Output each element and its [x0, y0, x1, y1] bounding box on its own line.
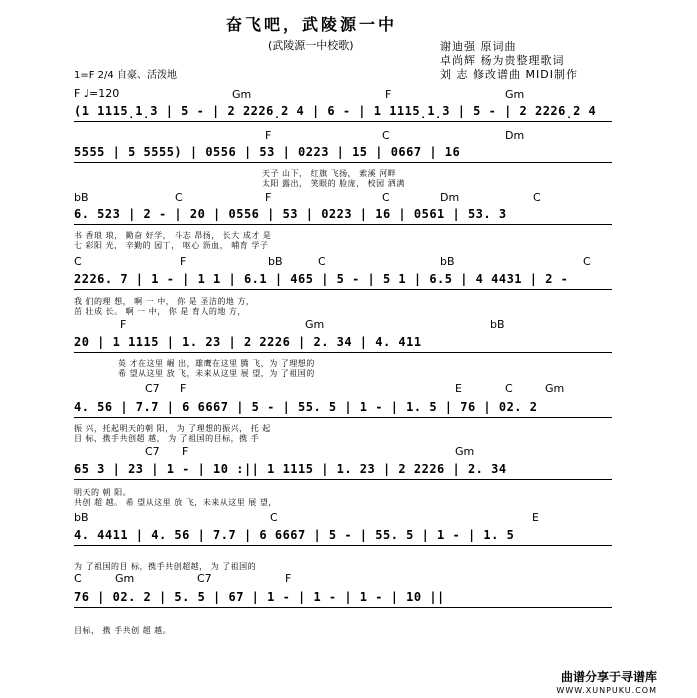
chord: C	[175, 191, 183, 204]
chord: E	[532, 511, 539, 524]
lyric-line: 目标， 携 手共创 超 越。	[74, 626, 172, 635]
lyric-line: 共创 超 越。 希 望从这里 放 飞，未来从这里 展 望，	[74, 498, 277, 507]
song-subtitle: (武陵源一中校歌)	[268, 39, 354, 52]
notation-line: 76 | 02. 2 | 5. 5 | 67 | 1 - | 1 - | 1 - | 10 ||	[74, 590, 445, 604]
notation-line: 2226. 7 | 1 - | 1 1 | 6.1 | 465 | 5 - | 5 1 | 6.5 | 4 4431 | 2 -	[74, 272, 569, 286]
staff-underline	[74, 224, 612, 225]
chord: F	[265, 191, 272, 204]
chord: E	[455, 382, 462, 395]
tempo-marking: F ♩=120	[74, 87, 120, 100]
chord: C	[270, 511, 278, 524]
lyric-line: 目 标，携手共创超 越， 为 了祖国的目标，携 手	[74, 434, 260, 443]
staff-underline	[74, 479, 612, 480]
lyric-line: 明天的 朝 阳。	[74, 488, 132, 497]
notation-line: 20 | 1 1115 | 1. 23 | 2 2226 | 2. 34 | 4. 411	[74, 335, 422, 349]
notation-line: (1 1115̣1̣3 | 5 - | 2 2226̣2 4 | 6 - | 1 1115̣1̣3 | 5 - | 2 2226̣2 4	[74, 104, 597, 118]
chord: Gm	[545, 382, 565, 395]
staff-underline	[74, 352, 612, 353]
chord: bB	[268, 255, 283, 268]
chord: C	[74, 572, 82, 585]
chord: Gm	[305, 318, 325, 331]
chord: F	[180, 255, 187, 268]
notation-line: 65 3 | 23 | 1 - | 10 :|| 1 1115 | 1. 23 | 2 2226 | 2. 34	[74, 462, 507, 476]
lyric-line: 太阳 露出， 笑眼的 脸庞， 校园 洒满	[262, 179, 405, 188]
chord: C	[583, 255, 591, 268]
notation-line: 4. 56 | 7.7 | 6 6667 | 5 - | 55. 5 | 1 - | 1. 5 | 76 | 02. 2	[74, 400, 538, 414]
lyric-line: 书 香琅 琅， 勤奋 好学， 斗志 昂扬， 长大 成才 是	[74, 231, 272, 240]
chord: C7	[145, 445, 160, 458]
chord: bB	[74, 511, 89, 524]
chord: C	[74, 255, 82, 268]
lyric-line: 希 望从这里 放 飞，未来从这里 展 望，为 了祖国的	[118, 369, 315, 378]
staff-underline	[74, 545, 612, 546]
chord: C	[318, 255, 326, 268]
staff-underline	[74, 607, 612, 608]
staff-underline	[74, 417, 612, 418]
credit-line-1: 谢迪强 原词曲	[440, 40, 517, 53]
lyric-line: 英 才在这里 崛 出，雄鹰在这里 腾 飞，为 了理想的	[118, 359, 315, 368]
staff-underline	[74, 162, 612, 163]
chord: F	[285, 572, 292, 585]
lyric-line: 振 兴，托起明天的朝 阳， 为 了理想的振兴， 托 起	[74, 424, 271, 433]
chord: Gm	[455, 445, 475, 458]
lyric-line: 天子 山下， 红旗 飞扬， 索溪 河畔	[262, 169, 397, 178]
notation-line: 4. 4411 | 4. 56 | 7.7 | 6 6667 | 5 - | 55. 5 | 1 - | 1. 5	[74, 528, 515, 542]
chord: Gm	[505, 88, 525, 101]
chord: C	[505, 382, 513, 395]
chord: C	[533, 191, 541, 204]
credit-line-3: 刘 志 修改谱曲 MIDI制作	[440, 68, 578, 81]
chord: F	[120, 318, 127, 331]
chord: Gm	[115, 572, 135, 585]
chord: C	[382, 129, 390, 142]
lyric-line: 为 了祖国的目 标，携手共创超越， 为 了祖国的	[74, 562, 257, 571]
chord: bB	[440, 255, 455, 268]
chord: F	[385, 88, 392, 101]
chord: Gm	[232, 88, 252, 101]
credit-line-2: 卓尚辉 杨为贵整理歌词	[440, 54, 565, 67]
staff-underline	[74, 289, 612, 290]
chord: Dm	[505, 129, 525, 142]
staff-underline	[74, 121, 612, 122]
chord: Dm	[440, 191, 460, 204]
site-url[interactable]: WWW.XUNPUKU.COM	[556, 686, 657, 695]
chord: C7	[197, 572, 212, 585]
chord: C7	[145, 382, 160, 395]
lyric-line: 茁 壮成 长。 啊 一 中， 你 是 育人的地 方，	[74, 307, 246, 316]
chord: bB	[74, 191, 89, 204]
song-title: 奋飞吧，武陵源一中	[226, 15, 398, 34]
notation-line: 5555 | 5 5555) | 0556 | 53 | 0223 | 15 | 0667 | 16	[74, 145, 461, 159]
share-credit: 曲谱分享于寻谱库	[560, 670, 657, 684]
notation-line: 6. 523 | 2 - | 20 | 0556 | 53 | 0223 | 16 | 0561 | 53. 3	[74, 207, 507, 221]
lyric-line: 我 们的理 想， 啊 一 中， 你 是 圣洁的地 方，	[74, 297, 255, 306]
key-tempo-info: 1=F 2/4 自豪、活泼地	[74, 70, 177, 81]
chord: F	[265, 129, 272, 142]
chord: F	[180, 382, 187, 395]
lyric-line: 七 彩阳 光， 辛勤的 园丁， 呕心 沥血， 哺育 学子	[74, 241, 269, 250]
chord: F	[182, 445, 189, 458]
chord: bB	[490, 318, 505, 331]
chord: C	[382, 191, 390, 204]
